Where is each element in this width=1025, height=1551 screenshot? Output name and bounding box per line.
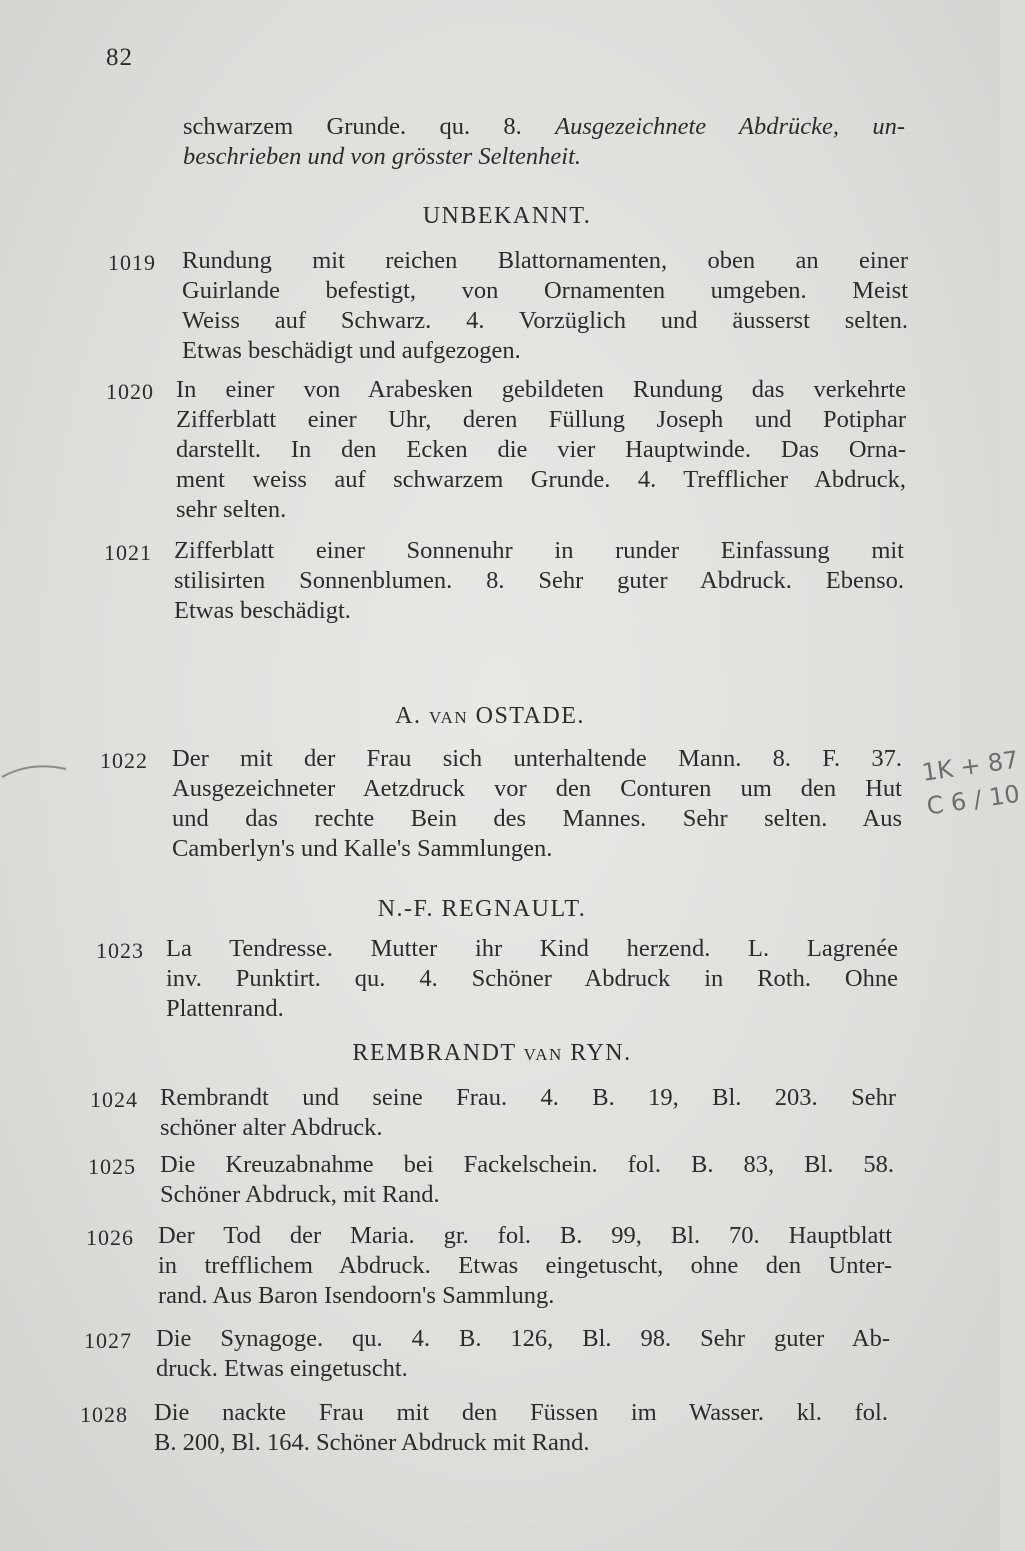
entry-line: stilisirten Sonnenblumen. 8. Sehr guter Abdruck. Ebenso. [174, 567, 904, 594]
entry-line: Der mit der Frau sich unterhaltende Mann. 8. F. 37. [172, 745, 902, 772]
entry-number: 1022 [100, 748, 148, 773]
entry-text [174, 536, 904, 626]
entry-line: Camberlyn's und Kalle's Sammlungen. [172, 835, 553, 862]
continuation-text [183, 112, 905, 172]
entry-line: rand. Aus Baron Isendoorn's Sammlung. [158, 1282, 555, 1309]
continuation-line-1: schwarzem Grunde. qu. 8. Ausgezeichnete Abdrücke, un- [183, 113, 905, 140]
entry-line: Guirlande befestigt, von Ornamenten umgeben. Meist [182, 277, 908, 304]
entry-number: 1024 [90, 1087, 138, 1112]
entry-line: La Tendresse. Mutter ihr Kind herzend. L. Lagrenée [166, 935, 898, 962]
pencil-marginalia [920, 746, 1025, 821]
entry-text [166, 934, 898, 1024]
entry-text [160, 1150, 894, 1210]
entry-line: Schöner Abdruck, mit Rand. [160, 1181, 440, 1208]
entry-line: Die Kreuzabnahme bei Fackelschein. fol. B. 83, Bl. 58. [160, 1151, 894, 1178]
entry-number: 1026 [86, 1225, 134, 1250]
entry-text [160, 1083, 896, 1143]
entry-text [176, 375, 906, 525]
continuation-line-2: beschrieben und von grösster Seltenheit. [183, 143, 582, 170]
entry-line: Der Tod der Maria. gr. fol. B. 99, Bl. 70. Hauptblatt [158, 1222, 892, 1249]
section-heading-unbekannt: UNBEKANNT. [422, 203, 592, 229]
entry-text [156, 1324, 890, 1384]
entry-number: 1020 [106, 379, 154, 404]
marginalia-line-2: C 6 / 10 [924, 779, 1022, 821]
entry-line: Rundung mit reichen Blattornamenten, oben an einer [182, 247, 908, 274]
entry-text [172, 744, 902, 864]
entry-text [182, 246, 908, 366]
entry-number: 1027 [84, 1328, 132, 1353]
entry-number: 1025 [88, 1154, 136, 1179]
section-heading-rembrandt: REMBRANDT VAN RYN. [352, 1040, 632, 1066]
entry-line: Ausgezeichneter Aetzdruck vor den Conturen um den Hut [172, 775, 902, 802]
entry-line: Weiss auf Schwarz. 4. Vorzüglich und äusserst selten. [182, 307, 908, 334]
entry-line: Plattenrand. [166, 995, 284, 1022]
entry-line: Rembrandt und seine Frau. 4. B. 19, Bl. 203. Sehr [160, 1084, 896, 1111]
entry-line: Zifferblatt einer Uhr, deren Füllung Joseph und Potiphar [176, 406, 906, 433]
entry-number: 1028 [80, 1402, 128, 1427]
entry-line: Zifferblatt einer Sonnenuhr in runder Einfassung mit [174, 537, 904, 564]
entry-line: Die nackte Frau mit den Füssen im Wasser. kl. fol. [154, 1399, 888, 1426]
entry-line: Etwas beschädigt und aufgezogen. [182, 337, 521, 364]
entry-line: darstellt. In den Ecken die vier Hauptwinde. Das Orna- [176, 436, 906, 463]
section-heading-ostade: A. VAN OSTADE. [395, 703, 585, 729]
entry-line: ment weiss auf schwarzem Grunde. 4. Trefflicher Abdruck, [176, 466, 906, 493]
entry-line: druck. Etwas eingetuscht. [156, 1355, 408, 1382]
entry-number: 1023 [96, 938, 144, 963]
section-heading-regnault: N.-F. REGNAULT. [377, 896, 587, 922]
entry-line: Die Synagoge. qu. 4. B. 126, Bl. 98. Sehr guter Ab- [156, 1325, 891, 1352]
entry-line: sehr selten. [176, 496, 287, 523]
entry-line: in trefflichem Abdruck. Etwas eingetuscht, ohne den Unter- [158, 1252, 892, 1279]
entry-line: schöner alter Abdruck. [160, 1114, 383, 1141]
entry-line: B. 200, Bl. 164. Schöner Abdruck mit Rand. [154, 1429, 590, 1456]
entry-line: Etwas beschädigt. [174, 597, 351, 624]
entry-text [154, 1398, 888, 1458]
entry-line: inv. Punktirt. qu. 4. Schöner Abdruck in Roth. Ohne [166, 965, 898, 992]
entry-text [158, 1221, 892, 1311]
entry-line: und das rechte Bein des Mannes. Sehr selten. Aus [172, 805, 902, 832]
page-number: 82 [106, 44, 133, 71]
pencil-stroke-mark [0, 755, 70, 795]
entry-number: 1019 [108, 250, 156, 275]
marginalia-line-1: 1K + 87 [920, 745, 1021, 787]
entry-line: In einer von Arabesken gebildeten Rundung das verkehrte [176, 376, 906, 403]
entry-number: 1021 [104, 540, 152, 565]
